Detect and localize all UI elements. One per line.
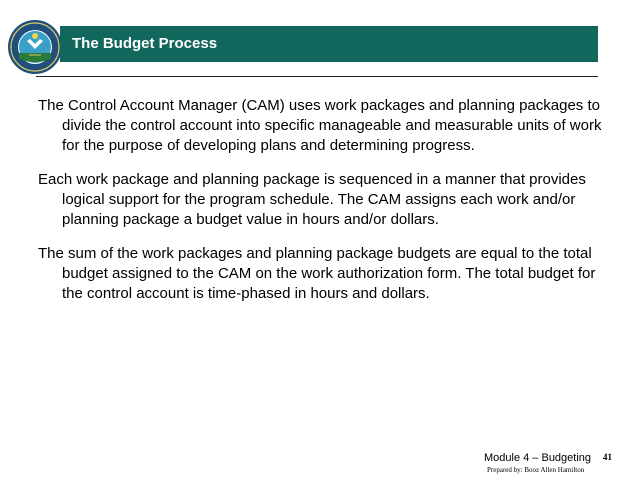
body-paragraph-3: The sum of the work packages and planning package budgets are equal to the total budget assigned to the CAM on the work authorization form. The total budget for the control account is time-phased in hours and dollars. [38,245,596,302]
title-divider [36,76,598,77]
body-paragraph-2: Each work package and planning package is sequenced in a manner that provides logical support for the program schedule. The CAM assigns each work and/or planning package a budget value in hours and/or dollars. [38,171,586,228]
body-paragraph-1: The Control Account Manager (CAM) uses work packages and planning packages to divide the control account into specific manageable and measurable units of work for the purpose of developing plans and determining progress. [38,97,602,154]
slide-title: The Budget Process [72,35,218,52]
page-number: 41 [603,452,612,462]
footer-module-label: Module 4 – Budgeting [484,452,592,464]
title-bar [60,26,598,62]
department-of-energy-seal-icon [7,19,63,75]
prepared-by-note: Prepared by: Booz Allen Hamilton [487,466,585,474]
slide-body [38,96,608,318]
